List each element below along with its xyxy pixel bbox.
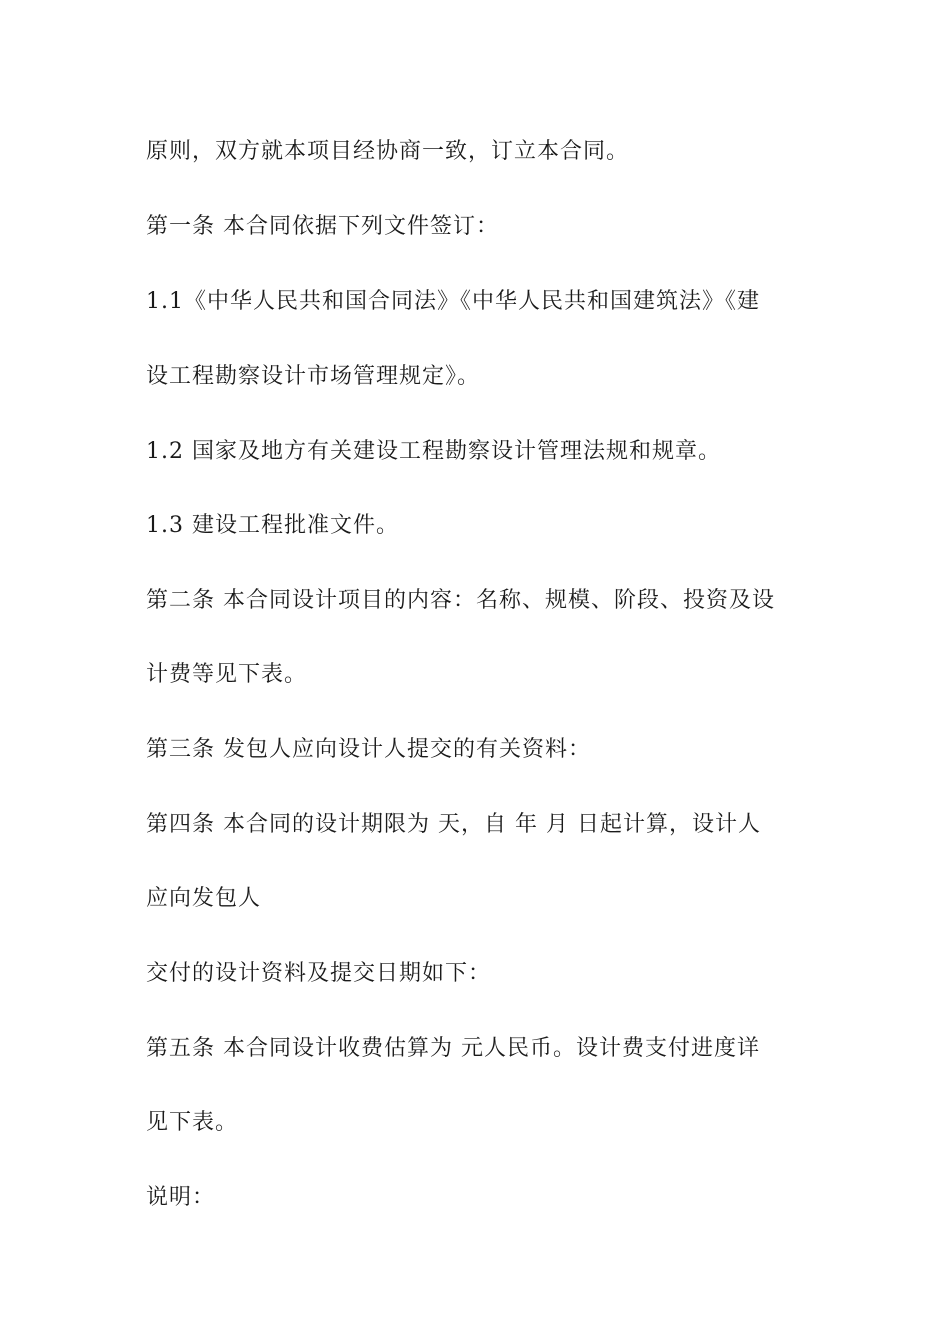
- article-5-line-2: 见下表。: [146, 1110, 239, 1135]
- clause-1-2: 1.2 国家及地方有关建设工程勘察设计管理法规和规章。: [146, 439, 721, 464]
- article-1-heading: 第一条 本合同依据下列文件签订：: [146, 214, 499, 239]
- clause-1-1-line-2: 设工程勘察设计市场管理规定》。: [146, 364, 481, 389]
- paragraph-preamble-end: 原则，双方就本项目经协商一致，订立本合同。: [146, 139, 630, 164]
- notes-heading: 说明：: [146, 1185, 216, 1210]
- clause-1-3: 1.3 建设工程批准文件。: [146, 513, 399, 538]
- article-4-line-3: 交付的设计资料及提交日期如下：: [146, 961, 492, 986]
- article-2-line-2: 计费等见下表。: [146, 662, 308, 687]
- clause-1-1-line-1: 1.1《中华人民共和国合同法》《中华人民共和国建筑法》《建: [146, 289, 760, 314]
- article-4-line-1: 第四条 本合同的设计期限为 天，自 年 月 日起计算，设计人: [146, 812, 761, 837]
- article-3: 第三条 发包人应向设计人提交的有关资料：: [146, 737, 591, 762]
- article-5-line-1: 第五条 本合同设计收费估算为 元人民币。设计费支付进度详: [146, 1036, 760, 1061]
- article-2-line-1: 第二条 本合同设计项目的内容：名称、规模、阶段、投资及设: [146, 588, 775, 613]
- article-4-line-2: 应向发包人: [146, 886, 262, 911]
